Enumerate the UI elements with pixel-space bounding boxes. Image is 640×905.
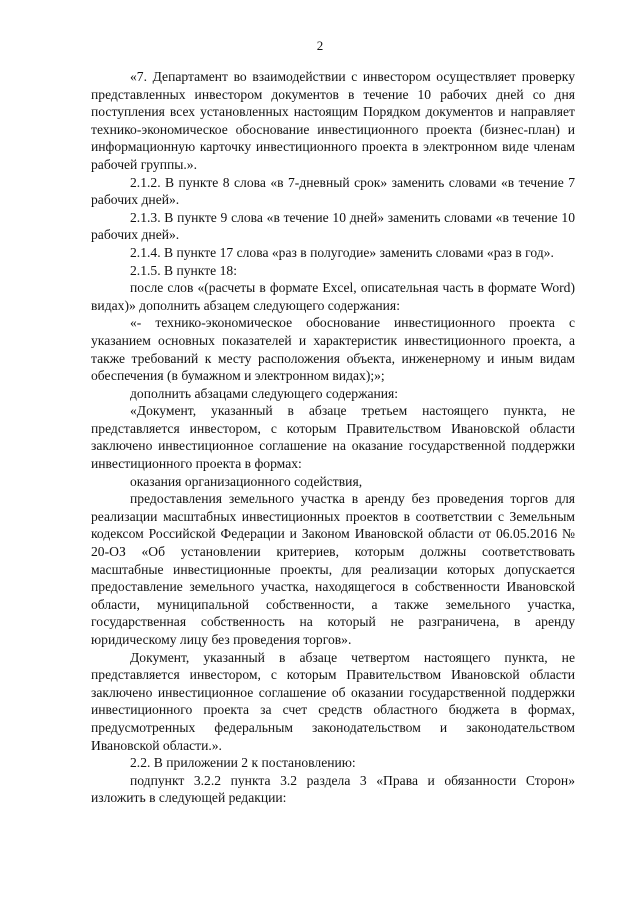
paragraph-feasibility-study: «- технико-экономическое обоснование инвестиционного проекта с указанием основных показателей и характеристик инвестиционного проекта, а также требований к месту расположения объекта, инженерному и иным видам обеспечения (в бумажном и электронном видах);»;: [91, 315, 575, 384]
paragraph-subclause-3-2-2: подпункт 3.2.2 пункта 3.2 раздела 3 «Права и обязанности Сторон» изложить в следующей редакции:: [91, 772, 575, 806]
document-body: [91, 68, 575, 807]
paragraph-document-fourth: Документ, указанный в абзаце четвертом настоящего пункта, не представляется инвестором, с которым Правительством Ивановской области заключено инвестиционное соглашение об оказании государственной поддержки инвестиционного проекта за счет средств областного бюджета в формах, предусмотренных федеральным законодательством и законодательством Ивановской области.».: [91, 649, 575, 753]
paragraph-organizational-support: оказания организационного содействия,: [130, 473, 363, 489]
paragraph-clause-7: «7. Департамент во взаимодействии с инвестором осуществляет проверку представленных инвестором документов в течение 10 рабочих дней со дня поступления всех установленных настоящим Порядком документов и направляет технико-экономическое обоснование инвестиционного проекта (бизнес-план) и информационную карточку инвестиционного проекта в электронном виде членам рабочей группы.».: [91, 69, 575, 172]
paragraph-2-1-3: 2.1.3. В пункте 9 слова «в течение 10 дней» заменить словами «в течение 10 рабочих дней».: [91, 209, 575, 243]
paragraph-document-third: «Документ, указанный в абзаце третьем настоящего пункта, не представляется инвестором, с которым Правительством Ивановской области заключено инвестиционное соглашение на оказание государственной поддержки инвестиционного проекта в формах:: [91, 403, 575, 472]
paragraph-2-2: 2.2. В приложении 2 к постановлению:: [130, 755, 356, 771]
paragraph-2-1-4: 2.1.4. В пункте 17 слова «раз в полугодие» заменить словами «раз в год».: [130, 244, 554, 260]
paragraph-add-paragraphs: дополнить абзацами следующего содержания:: [130, 385, 399, 401]
paragraph-after-words: после слов «(расчеты в формате Excel, описательная часть в формате Word) видах)» дополнить абзацем следующего содержания:: [91, 280, 575, 313]
paragraph-land-lease: предоставления земельного участка в аренду без проведения торгов для реализации масштабных инвестиционных проектов в соответствии с Земельным кодексом Российской Федерации и Законом Ивановской области от 06.05.2016 № 20-ОЗ «Об установлении критериев, которым должны соответствовать масштабные инвестиционные проекты, для реализации которых допускается предоставление земельного участка, находящегося в собственности Ивановской области, муниципальной собственности, а также земельного участка, государственная собственность на который не разграничена, в аренду юридическому лицу без проведения торгов».: [91, 491, 575, 647]
page-number: 2: [316, 38, 324, 53]
paragraph-2-1-2: 2.1.2. В пункте 8 слова «в 7-дневный срок» заменить словами «в течение 7 рабочих дней».: [91, 174, 575, 208]
paragraph-2-1-5: 2.1.5. В пункте 18:: [130, 262, 237, 278]
